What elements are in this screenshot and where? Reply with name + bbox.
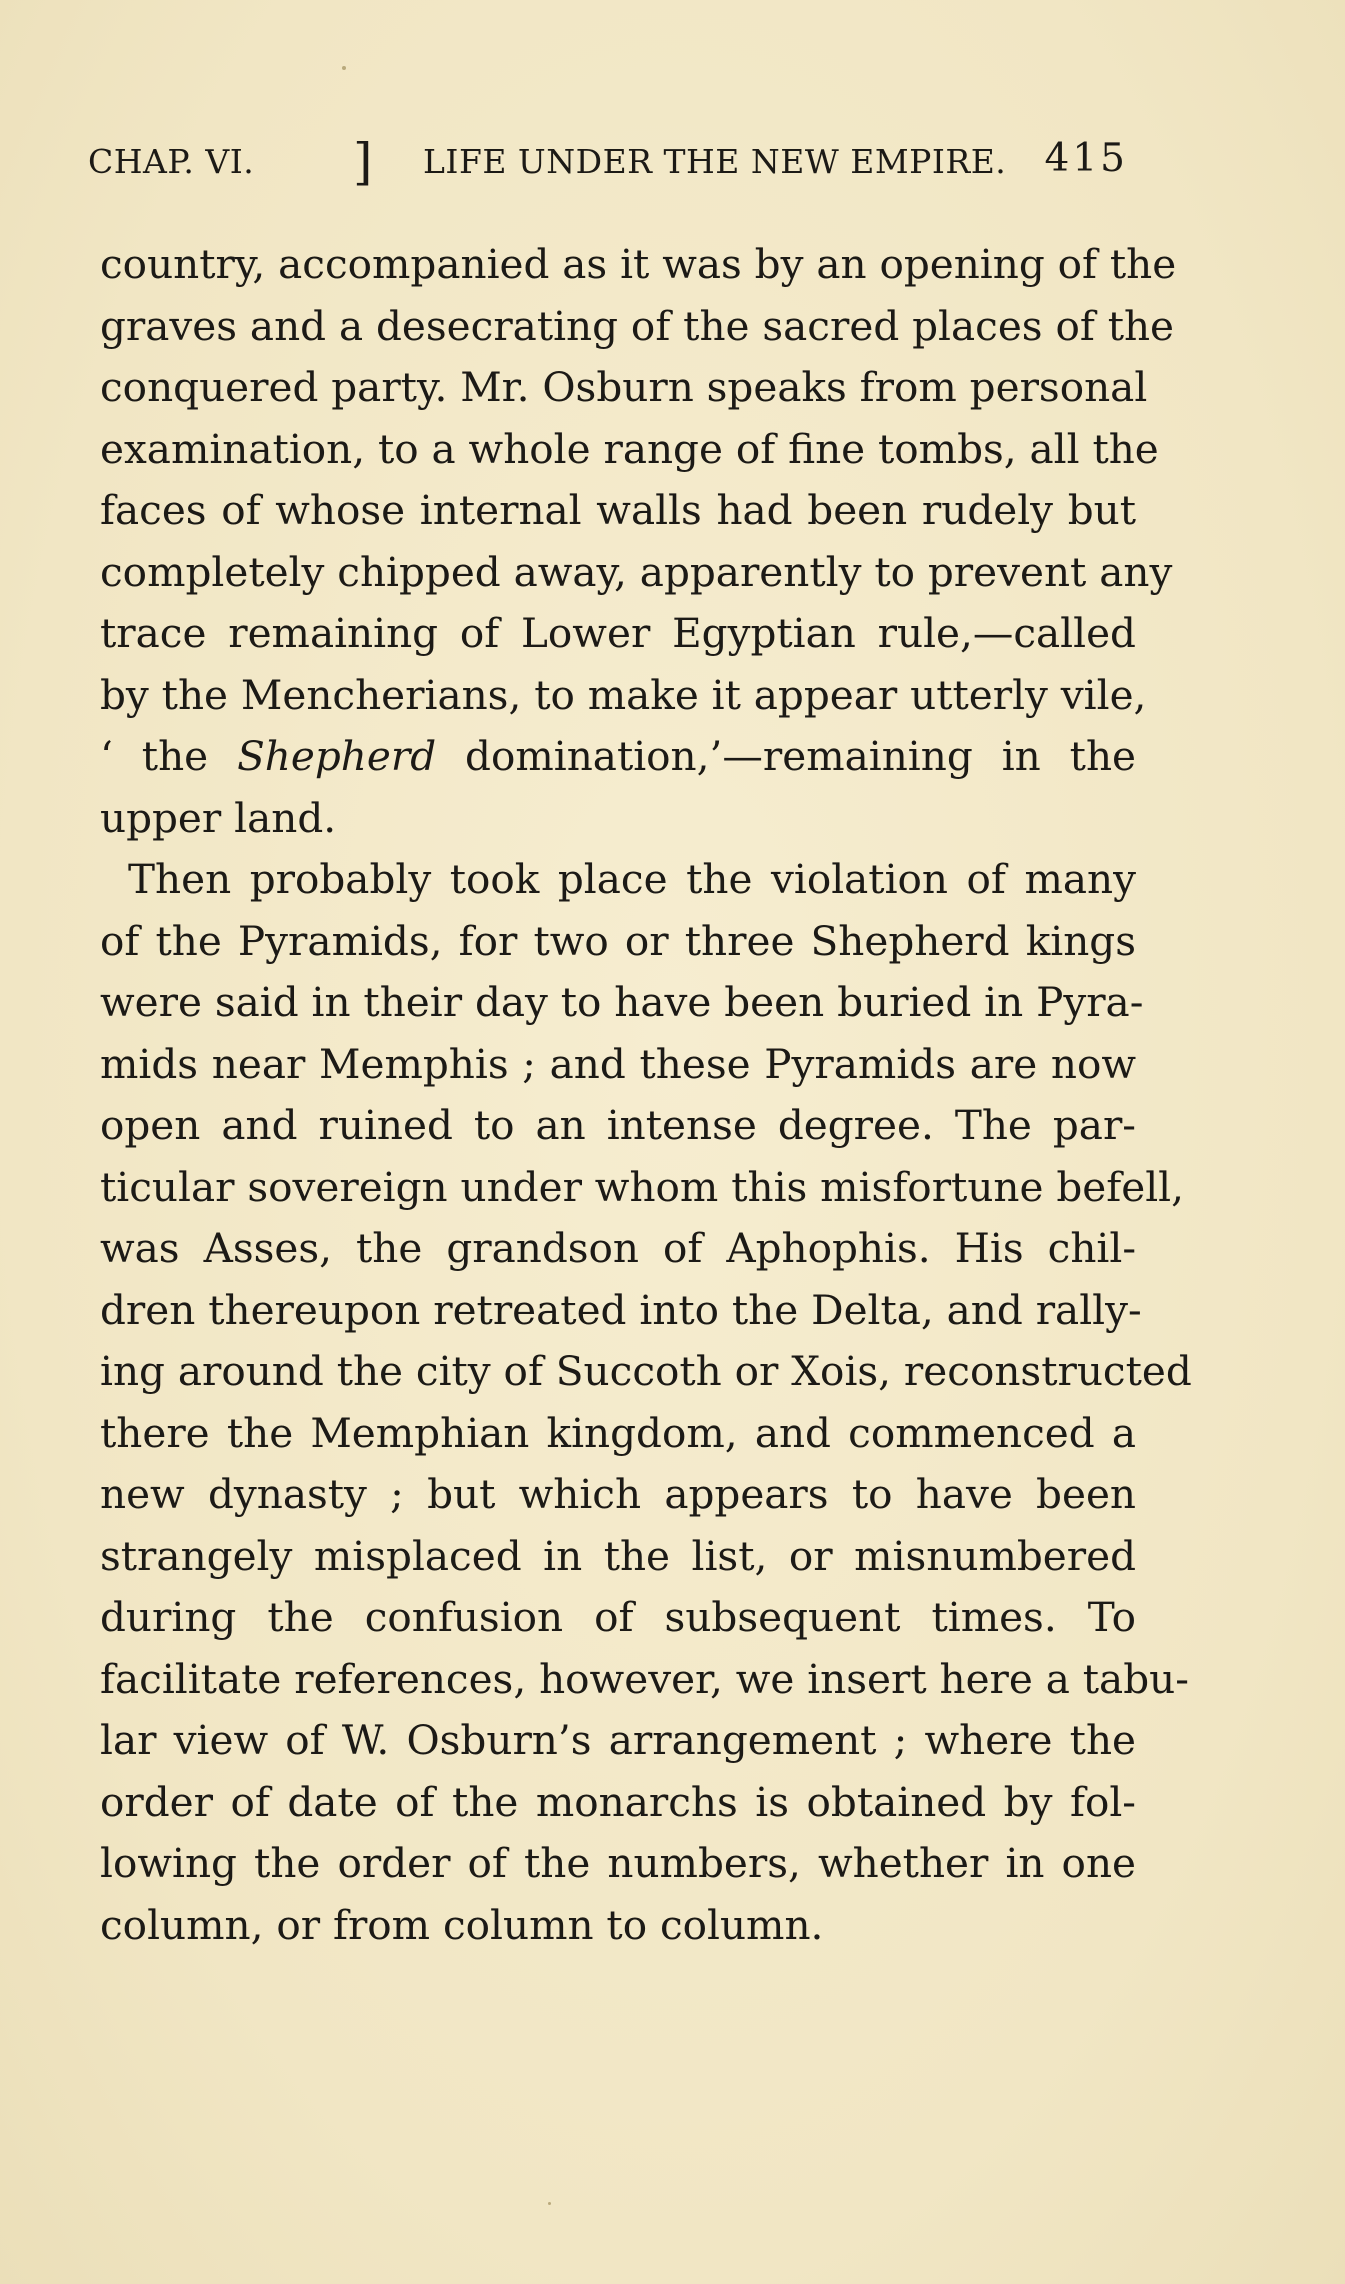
text-line: mids near Memphis ; and these Pyramids are now xyxy=(100,1039,1136,1088)
text-line: conquered party. Mr. Osburn speaks from personal xyxy=(100,363,1148,411)
text-line: of the Pyramids, for two or three Shepherd kings xyxy=(100,916,1136,965)
text-line: trace remaining of Lower Egyptian rule,—called xyxy=(100,609,1136,657)
paragraph-1 xyxy=(100,234,1177,849)
text-line-last: upper land. xyxy=(100,793,337,842)
text-fragment: domination,’—remaining in the xyxy=(436,732,1136,780)
body-text xyxy=(100,234,1192,1956)
text-line-first: Then probably took place the violation of many xyxy=(128,855,1136,903)
page-number: 415 xyxy=(1044,136,1128,181)
text-line: ing around the city of Succoth or Xois, reconstructed xyxy=(100,1347,1192,1395)
text-line: completely chipped away, apparently to prevent any xyxy=(100,547,1173,596)
paragraph-2 xyxy=(100,849,1192,1956)
text-line: faces of whose internal walls had been rudely but xyxy=(100,486,1136,534)
text-line: by the Mencherians, to make it appear utterly vile, xyxy=(100,670,1147,719)
text-line: strangely misplaced in the list, or misnumbered xyxy=(100,1531,1136,1580)
running-header xyxy=(88,132,1128,192)
header-bracket: ] xyxy=(353,133,374,191)
text-line: during the confusion of subsequent times. To xyxy=(100,1593,1136,1641)
text-line-with-italic xyxy=(100,726,1136,788)
text-line: ticular sovereign under whom this misfortune befell, xyxy=(100,1162,1184,1211)
text-line: lar view of W. Osburn’s arrangement ; where the xyxy=(100,1716,1136,1764)
running-title: LIFE UNDER THE NEW EMPIRE. xyxy=(423,142,1007,181)
paper-speck xyxy=(342,66,346,70)
text-line: dren thereupon retreated into the Delta, and rally- xyxy=(100,1285,1142,1334)
text-line: order of date of the monarchs is obtained by fol- xyxy=(100,1777,1136,1826)
text-line: was Asses, the grandson of Aphophis. His chil- xyxy=(100,1224,1136,1272)
text-line: there the Memphian kingdom, and commenced a xyxy=(100,1408,1136,1457)
text-line-last: column, or from column to column. xyxy=(100,1900,824,1949)
italic-word: Shepherd xyxy=(237,732,437,780)
paper-speck xyxy=(548,2202,551,2205)
text-line: facilitate references, however, we insert here a tabu- xyxy=(100,1654,1189,1703)
text-line: country, accompanied as it was by an opening of the xyxy=(100,240,1177,288)
text-line: open and ruined to an intense degree. The par- xyxy=(100,1101,1136,1149)
text-line: lowing the order of the numbers, whether in one xyxy=(100,1839,1136,1887)
chapter-label: CHAP. VI. xyxy=(88,142,255,181)
text-fragment: ‘ the xyxy=(100,732,238,780)
text-line: examination, to a whole range of fine tombs, all the xyxy=(100,424,1159,473)
text-line: were said in their day to have been buried in Pyra- xyxy=(100,978,1144,1026)
text-line: new dynasty ; but which appears to have been xyxy=(100,1470,1136,1518)
text-line: graves and a desecrating of the sacred places of the xyxy=(100,301,1175,350)
